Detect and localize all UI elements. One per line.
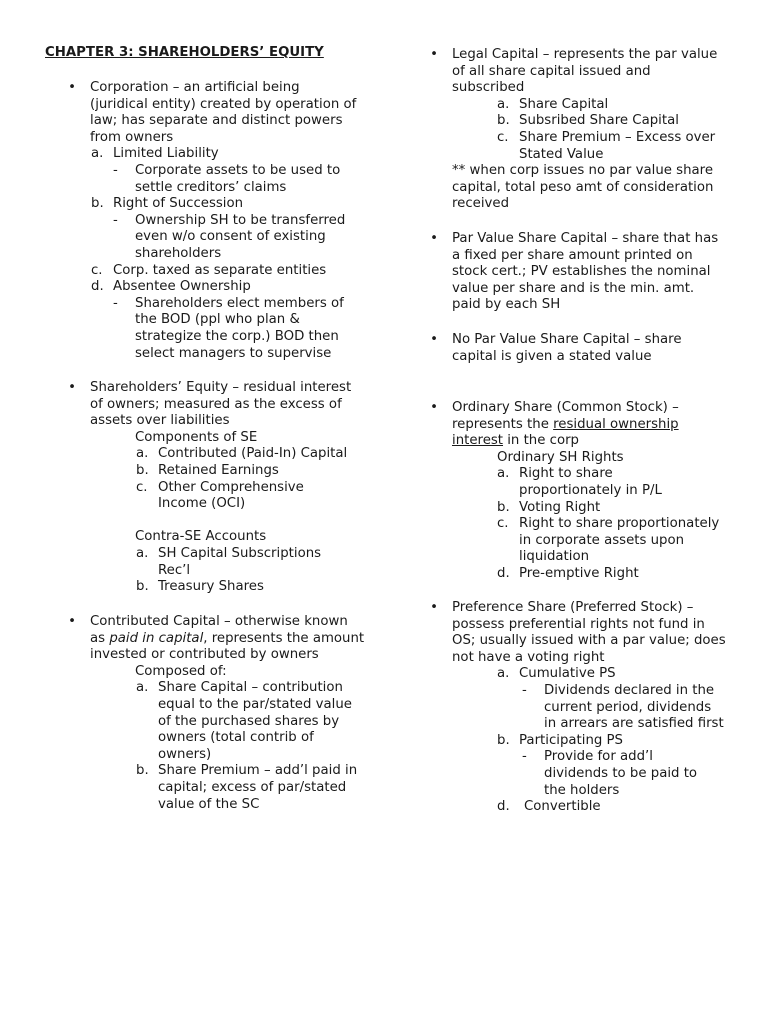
list-item: b. Share Premium – add’l paid in capital; excess of par/stated value of the SC (136, 763, 358, 812)
list-item: a. Limited Liability (91, 146, 219, 162)
bullet-marker: • (430, 600, 438, 615)
list-item: a. SH Capital Subscriptions Rec’l (136, 545, 322, 578)
list-item: a. Contributed (Paid-In) Capital (136, 446, 348, 462)
list-item: c. Right to share proportionately in corporate assets upon liquidation (497, 516, 720, 565)
list-item: c. Corp. taxed as separate entities (91, 262, 327, 278)
contra-heading: Contra-SE Accounts (135, 529, 267, 545)
composed-heading: Composed of: (135, 663, 227, 679)
preference-share-definition: Preference Share (Preferred Stock) – possess preferential rights not fund in OS; usually issued with a par value; does not have a voting right (452, 600, 726, 665)
sub-item: - Provide for add’l dividends to be paid to the holders (522, 749, 698, 798)
rights-heading: Ordinary SH Rights (497, 449, 624, 465)
cc-definition: Contributed Capital – otherwise known as paid in capital, represents the amount invested or contributed by owners (90, 614, 365, 663)
bullet-no-par-value (430, 332, 722, 365)
list-item: a. Cumulative PS (497, 666, 616, 682)
bullet-contributed-capital (68, 614, 365, 813)
list-item: b. Voting Right (497, 499, 601, 515)
list-item: b. Retained Earnings (136, 462, 279, 478)
ordinary-share-definition: Ordinary Share (Common Stock) – represents the residual ownership interest in the corp (452, 400, 679, 449)
list-item: c. Other Comprehensive Income (OCI) (136, 479, 304, 512)
list-item: d. Convertible (497, 799, 601, 815)
list-item: a. Right to share proportionately in P/L (497, 466, 662, 498)
bullet-ordinary-share (430, 400, 722, 583)
bullet-corporation (68, 80, 360, 362)
list-item: a. Share Capital (497, 96, 609, 112)
no-par-value-definition: No Par Value Share Capital – share capital is given a stated value (452, 332, 682, 364)
sub-item: - Dividends declared in the current period, dividends in arrears are satisfied first (522, 682, 724, 732)
bullet-marker: • (68, 614, 76, 629)
bullet-preference-share (430, 600, 727, 816)
sub-item: - Shareholders elect members of the BOD (ppl who plan & strategize the corp.) BOD then select managers to supervise (113, 295, 344, 361)
list-item: d. Pre-emptive Right (497, 565, 639, 581)
legal-capital-note: ** when corp issues no par value share capital, total peso amt of consideration received (452, 163, 714, 212)
bullet-marker: • (430, 400, 438, 415)
se-definition: Shareholders’ Equity – residual interest of owners; measured as the excess of assets over liabilities (90, 380, 352, 429)
list-item: b. Treasury Shares (136, 579, 264, 595)
bullet-legal-capital (430, 47, 727, 213)
sub-item: - Ownership SH to be transferred even w/o consent of existing shareholders (113, 212, 346, 261)
sub-item: - Corporate assets to be used to settle creditors’ claims (113, 162, 341, 195)
list-item: b. Participating PS (497, 732, 623, 748)
bullet-marker: • (430, 332, 438, 347)
components-heading: Components of SE (135, 429, 258, 445)
par-value-definition: Par Value Share Capital – share that has a fixed per share amount printed on stock cert.; PV establishes the nominal value per share and is the min. amt. paid by each SH (452, 231, 719, 313)
list-item: b. Subsribed Share Capital (497, 113, 679, 129)
bullet-marker: • (430, 231, 438, 246)
bullet-marker: • (68, 80, 76, 95)
chapter-title: CHAPTER 3: SHAREHOLDERS’ EQUITY (45, 45, 324, 60)
corporation-definition: Corporation – an artificial being (juridical entity) created by operation of law; has separate and distinct powers from owners (90, 80, 357, 145)
bullet-marker: • (430, 47, 438, 62)
bullet-par-value (430, 231, 722, 314)
bullet-marker: • (68, 380, 76, 395)
list-item: d. Absentee Ownership (91, 279, 251, 295)
list-item: b. Right of Succession (91, 196, 244, 212)
legal-capital-definition: Legal Capital – represents the par value of all share capital issued and subscribed (452, 47, 718, 96)
list-item: a. Share Capital – contribution equal to the par/stated value of the purchased shares by owners (total contrib of owners) (136, 680, 352, 762)
list-item: c. Share Premium – Excess over Stated Value (497, 129, 716, 162)
bullet-shareholders-equity (68, 380, 365, 596)
